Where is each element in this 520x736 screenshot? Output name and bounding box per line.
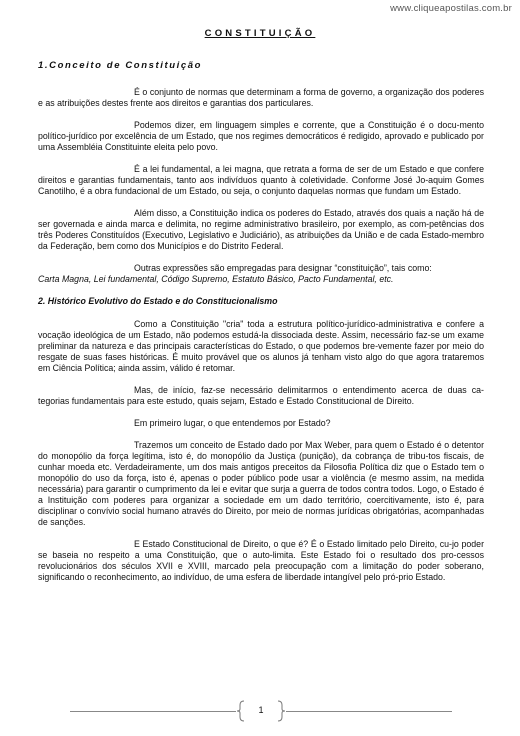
footer-rule-right xyxy=(286,711,452,712)
section-1-paragraph-5: Outras expressões são empregadas para designar “constituição”, tais como: xyxy=(134,263,432,273)
section-1-paragraph-3: É a lei fundamental, a lei magna, que retrata a forma de ser de um Estado e que confere direitos e garantias fundamentais, tanto aos indivíduos quanto à coletividade. Conforme José Jo-aquim Gomes Canotilho, é a obra fundacional de um Estado, ou seja, o conjunto daquelas normas que fundam um Estado. xyxy=(38,164,484,196)
section-1-heading: 1.Conceito de Constituição xyxy=(38,60,203,71)
footer-rule-left xyxy=(70,711,236,712)
section-1-paragraph-1: É o conjunto de normas que determinam a forma de governo, a organização dos poderes e as atribuições destes frente aos direitos e garantias dos particulares. xyxy=(38,87,484,108)
section-2-paragraph-2: Mas, de início, faz-se necessário delimitarmos o entendimento acerca de duas ca-tegorias fundamentais para este estudo, quais sejam, Estado e Estado Constitucional de Direito. xyxy=(38,385,484,406)
page-number: 1 xyxy=(258,705,264,715)
document-title: CONSTITUIÇÃO xyxy=(204,28,316,39)
footer-bracket-right xyxy=(276,700,286,722)
watermark-url: www.cliqueapostilas.com.br xyxy=(390,3,512,14)
document-body xyxy=(38,60,484,594)
section-1-paragraph-2: Podemos dizer, em linguagem simples e corrente, que a Constituição é o docu-mento político-jurídico por excelência de um Estado, que nos regimes democráticos é redigido, aprovado e publicado por uma Assembléia Constituinte eleita pelo povo. xyxy=(38,120,484,152)
section-2-paragraph-5: E Estado Constitucional de Direito, o que é? É o Estado limitado pelo Direito, cu-jo poder se baseia no respeito a uma Constituição, que o auto-limita. Este Estado foi o resultado dos pro-cessos revolucionários dos séculos XVII e XVIII, marcado pela preocupação com a limitação do poder soberano, significando o reconhecimento, ao indivíduo, de uma esfera de liberdade intangível pelo pró-prio Estado. xyxy=(38,539,484,582)
section-2-paragraph-3: Em primeiro lugar, o que entendemos por Estado? xyxy=(134,418,331,428)
section-2-heading: 2. Histórico Evolutivo do Estado e do Constitucionalismo xyxy=(38,296,278,306)
page-footer xyxy=(0,700,520,724)
constitution-synonyms-line: Carta Magna, Lei fundamental, Código Supremo, Estatuto Básico, Pacto Fundamental, etc. xyxy=(38,274,394,284)
section-2-paragraph-1: Como a Constituição "cria" toda a estrutura político-jurídico-administrativa e confere a vocação ideológica de um Estado, não podemos estudá-la dissociada deste. Assim, necessário faz-se um exame preliminar da natureza e das principais características do Estado, o que podemos bre-vemente fazer por meio do resgate de suas fases históricas. É muito provável que os alunos já tenham visto algo do que agora trataremos em Ciência Política; ainda assim, válido é retomar. xyxy=(38,319,484,373)
section-2-paragraph-4: Trazemos um conceito de Estado dado por Max Weber, para quem o Estado é o detentor do monopólio da força legítima, isto é, do monopólio da Justiça (punição), da cobrança de tribu-tos fiscais, de cunhar moeda etc. Verdadeiramente, um dos mais antigos preceitos da Filosofia Política diz que o Estado tem o monopólio do uso da força, isto é, apenas o poder público pode usar a violência (e mesmo assim, na medida necessária) para garantir o cumprimento da lei e evitar que surja a guerra de todos contra todos. Logo, o Estado é a Instituição com poderes para organizar a sociedade em um dado território, coercitivamente, isto é, para disciplinar o convívio social humano através do Direito, por meio de normas jurídicas obrigatórias, acompanhadas de sanções. xyxy=(38,440,484,527)
footer-bracket-left xyxy=(236,700,246,722)
section-1-paragraph-4: Além disso, a Constituição indica os poderes do Estado, através dos quais a nação há de ser governada e ainda marca e delimita, no regime administrativo brasileiro, por exemplo, as com-petências dos três Poderes Constituídos (Executivo, Legislativo e Judiciário), as atribuições da União e de cada Estado-membro da Federação, bem como dos Municípios e do Distrito Federal. xyxy=(38,208,484,251)
